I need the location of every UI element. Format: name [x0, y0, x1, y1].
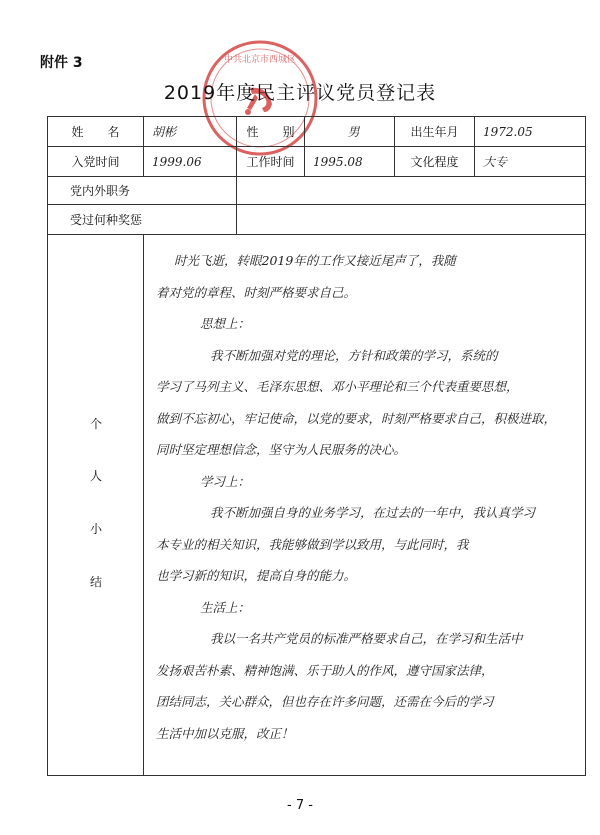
join-date-value: 1999.06	[144, 147, 237, 177]
svg-text:中共北京市西城区: 中共北京市西城区	[223, 55, 297, 65]
awards-label: 受过何种奖惩	[48, 205, 237, 235]
personal-summary-content	[144, 235, 586, 776]
name-label: 姓 名	[48, 117, 144, 147]
registration-form	[47, 116, 586, 776]
birth-value: 1972.05	[475, 117, 586, 147]
summary-line: 我不断加强对党的理论，方针和政策的学习，系统的	[210, 347, 498, 363]
summary-line: 着对党的章程、时刻严格要求自己。	[156, 284, 357, 300]
gender-value: 男	[305, 117, 395, 147]
summary-line: 做到不忘初心，牢记使命，以党的要求，时刻严格要求自己，积极进取，	[156, 410, 557, 426]
awards-value	[237, 205, 586, 235]
summary-line: 生活中加以克服，改正！	[156, 725, 294, 741]
summary-line: 发扬艰苦朴素、精神饱满、乐于助人的作风，遵守国家法律，	[156, 662, 494, 678]
name-value: 胡彬	[144, 117, 237, 147]
summary-label-char: 结	[89, 575, 102, 589]
summary-line: 生活上：	[200, 599, 251, 615]
page-number: - 7 -	[287, 798, 313, 813]
work-date-label: 工作时间	[237, 147, 305, 177]
duties-label: 党内外职务	[48, 177, 237, 205]
summary-line: 本专业的相关知识，我能够做到学以致用，与此同时，我	[156, 536, 469, 552]
personal-summary-label	[48, 235, 144, 776]
summary-line: 学习了马列主义、毛泽东思想、邓小平理论和三个代表重要思想，	[156, 379, 519, 394]
summary-line: 同时坚定理想信念，坚守为人民服务的决心。	[156, 442, 407, 457]
summary-line: 也学习新的知识，提高自身的能力。	[156, 568, 357, 583]
education-label: 文化程度	[395, 147, 475, 177]
birth-label: 出生年月	[395, 117, 475, 147]
summary-label-char: 小	[89, 522, 102, 536]
summary-label-char: 个	[89, 417, 102, 431]
summary-line: 我不断加强自身的业务学习，在过去的一年中，我认真学习	[210, 505, 536, 520]
work-date-value: 1995.08	[305, 147, 395, 177]
summary-line: 团结同志，关心群众，但也存在许多问题，还需在今后的学习	[156, 694, 494, 709]
summary-line: 学习上：	[200, 473, 251, 489]
join-date-label: 入党时间	[48, 147, 144, 177]
summary-line: 思想上：	[200, 316, 251, 331]
attachment-label: 附件 3	[40, 55, 83, 71]
summary-line: 我以一名共产党员的标准严格要求自己，在学习和生活中	[210, 631, 523, 646]
education-value: 大专	[475, 147, 586, 177]
duties-value	[237, 177, 586, 205]
gender-label: 性 别	[237, 117, 305, 147]
page-title: 2019年度民主评议党员登记表	[163, 82, 437, 104]
summary-line: 时光飞逝，转眼2019年的工作又接近尾声了，我随	[174, 253, 456, 268]
summary-label-char: 人	[89, 469, 102, 483]
